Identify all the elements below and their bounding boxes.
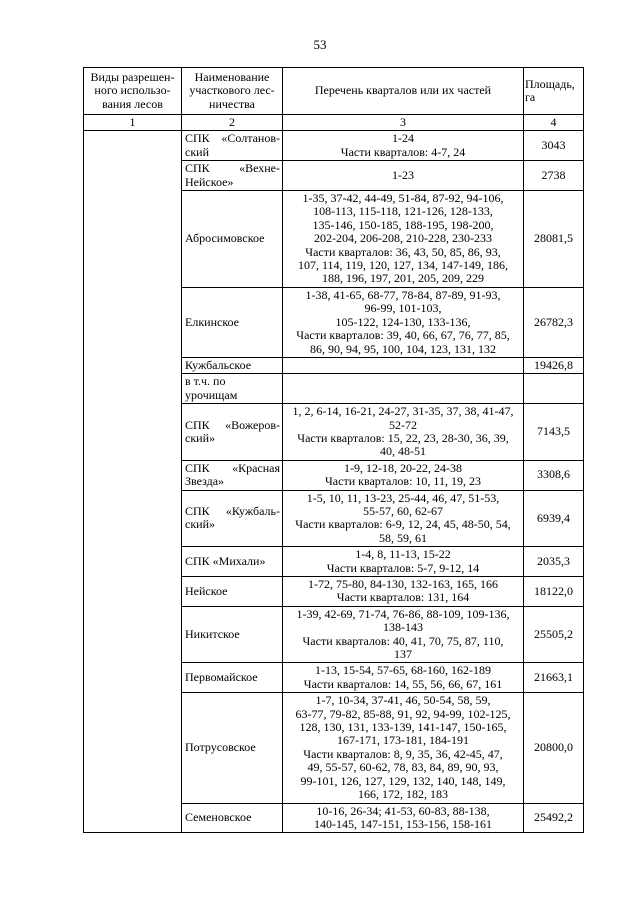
forestry-name-cell: СПК «Вехне- Нейское» (182, 161, 283, 191)
forestry-name-cell: Елкинское (182, 287, 283, 357)
quarters-list-cell: 1, 2, 6-14, 16-21, 24-27, 31-35, 37, 38, 41-47, 52-72 Части кварталов: 15, 22, 23, 28-30, 36, 39, 40, 48-51 (283, 404, 524, 461)
quarters-list-cell: 1-4, 8, 11-13, 15-22 Части кварталов: 5-7, 9-12, 14 (283, 547, 524, 577)
table-header-row (84, 68, 584, 115)
column-number-row (84, 115, 584, 131)
forestry-name-cell: Первомайское (182, 663, 283, 693)
forestry-name-cell: СПК «Михали» (182, 547, 283, 577)
quarters-list-cell: 1-39, 42-69, 71-74, 76-86, 88-109, 109-136, 138-143 Части кварталов: 40, 41, 70, 75, 87, 110, 137 (283, 606, 524, 663)
area-cell: 3043 (524, 131, 584, 161)
quarters-list-cell: 1-13, 15-54, 57-65, 68-160, 162-189 Части кварталов: 14, 55, 56, 66, 67, 161 (283, 663, 524, 693)
page-number: 53 (313, 37, 327, 52)
quarters-list-cell: 10-16, 26-34; 41-53, 60-83, 88-138, 140-145, 147-151, 153-156, 158-161 (283, 803, 524, 833)
forestry-name-cell: Кужбальское (182, 357, 283, 373)
area-cell: 2738 (524, 161, 584, 191)
quarters-list-cell: 1-24 Части кварталов: 4-7, 24 (283, 131, 524, 161)
area-cell: 7143,5 (524, 404, 584, 461)
area-cell: 19426,8 (524, 357, 584, 373)
quarters-list-cell: 1-9, 12-18, 20-22, 24-38 Части кварталов: 10, 11, 19, 23 (283, 460, 524, 490)
forestry-name-cell: СПК «Кужбаль- ский» (182, 490, 283, 547)
header-area: Площадь, га (524, 68, 584, 115)
area-cell: 18122,0 (524, 577, 584, 607)
header-quarters-list: Перечень кварталов или их частей (283, 68, 524, 115)
quarters-list-cell (283, 374, 524, 404)
area-cell (524, 374, 584, 404)
forestry-name-cell: СПК «Солтанов- ский (182, 131, 283, 161)
column-number: 3 (283, 115, 524, 131)
area-cell: 2035,3 (524, 547, 584, 577)
area-cell: 3308,6 (524, 460, 584, 490)
forestry-name-cell: Семеновское (182, 803, 283, 833)
quarters-list-cell: 1-7, 10-34, 37-41, 46, 50-54, 58, 59, 63-77, 79-82, 85-88, 91, 92, 94-99, 102-125, 128, 130, 131, 133-139, 141-147, 150-165, 167-171, 173-181, 184-191 Части кварталов: 8, 9, 35, 36, 42-45, 47, 49, 55-57, 60-62, 78, 83, 84, 89, 90, 93, 99-101, 126, 127, 129, 132, 140, 148, 149, 166, 172, 182, 183 (283, 693, 524, 803)
table-row (84, 131, 584, 161)
area-cell: 21663,1 (524, 663, 584, 693)
column-number: 2 (182, 115, 283, 131)
forest-quarters-table (83, 67, 584, 833)
quarters-list-cell: 1-5, 10, 11, 13-23, 25-44, 46, 47, 51-53, 55-57, 60, 62-67 Части кварталов: 6-9, 12, 24, 45, 48-50, 54, 58, 59, 61 (283, 490, 524, 547)
column-number: 4 (524, 115, 584, 131)
area-cell: 25505,2 (524, 606, 584, 663)
area-cell: 25492,2 (524, 803, 584, 833)
forestry-name-cell: в т.ч. по урочищам (182, 374, 283, 404)
forestry-name-cell: Нейское (182, 577, 283, 607)
forestry-name-cell: СПК «Вожеров- ский» (182, 404, 283, 461)
quarters-list-cell: 1-23 (283, 161, 524, 191)
quarters-list-cell (283, 357, 524, 373)
usage-type-cell (84, 131, 182, 833)
quarters-list-cell: 1-35, 37-42, 44-49, 51-84, 87-92, 94-106, 108-113, 115-118, 121-126, 128-133, 135-146, 150-185, 188-195, 198-200, 202-204, 206-208, 210-228, 230-233 Части кварталов: 36, 43, 50, 85, 86, 93, 107, 114, 119, 120, 127, 134, 147-149, 186, 188, 196, 197, 201, 205, 209, 229 (283, 191, 524, 288)
area-cell: 28081,5 (524, 191, 584, 288)
quarters-list-cell: 1-38, 41-65, 68-77, 78-84, 87-89, 91-93, 96-99, 101-103, 105-122, 124-130, 133-136, Части кварталов: 39, 40, 66, 67, 76, 77, 85, 86, 90, 94, 95, 100, 104, 123, 131, 132 (283, 287, 524, 357)
forestry-name-cell: Потрусовское (182, 693, 283, 803)
column-number: 1 (84, 115, 182, 131)
area-cell: 20800,0 (524, 693, 584, 803)
area-cell: 6939,4 (524, 490, 584, 547)
header-usage-type: Виды разрешен- ного использо- вания лесов (84, 68, 182, 115)
header-forestry-name: Наименование участкового лес- ничества (182, 68, 283, 115)
area-cell: 26782,3 (524, 287, 584, 357)
forestry-name-cell: СПК «Красная Звезда» (182, 460, 283, 490)
forestry-name-cell: Никитское (182, 606, 283, 663)
forestry-name-cell: Абросимовское (182, 191, 283, 288)
quarters-list-cell: 1-72, 75-80, 84-130, 132-163, 165, 166 Части кварталов: 131, 164 (283, 577, 524, 607)
